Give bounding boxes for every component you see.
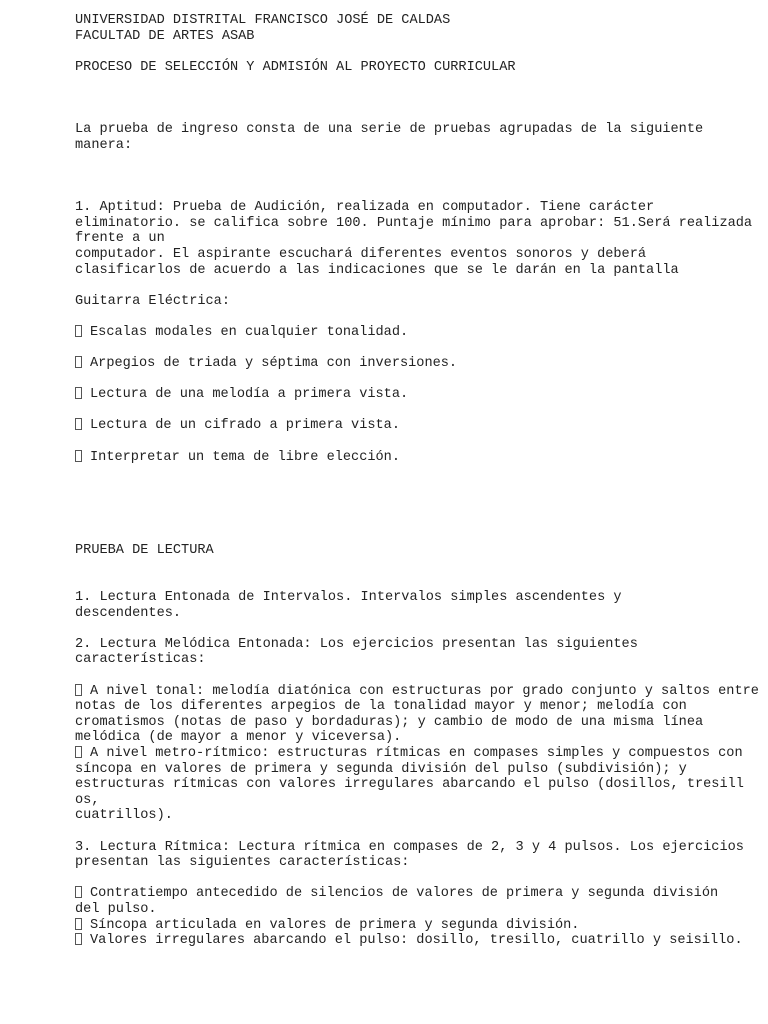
intro-line: manera:: [75, 137, 133, 153]
process-title: PROCESO DE SELECCIÓN Y ADMISIÓN AL PROYECTO CURRICULAR: [75, 59, 516, 75]
rhythmic-bullet-line: estructuras rítmicas con valores irregulares abarcando el pulso (dosillos, tresill: [75, 777, 744, 793]
reading-item-1: 1. Lectura Entonada de Intervalos. Intervalos simples ascendentes y: [75, 590, 622, 606]
bullet-box-icon: [75, 418, 82, 430]
faculty-name: FACULTAD DE ARTES ASAB: [75, 28, 255, 44]
rhythm-bullet: Contratiempo antecedido de silencios de valores de primera y segunda división: [75, 886, 755, 902]
bullet-box-icon: [75, 933, 82, 945]
rhythmic-bullet: A nivel metro-rítmico: estructuras rítmicas en compases simples y compuestos con: [75, 746, 755, 762]
tonal-bullet-line: cromatismos (notas de paso y bordaduras); y cambio de modo de una misma línea: [75, 714, 704, 730]
tonal-bullet-line: notas de los diferentes arpegios de la tonalidad mayor y menor; melodía con: [75, 699, 687, 715]
rhythmic-bullet-line: síncopa en valores de primera y segunda división del pulso (subdivisión); y: [75, 761, 687, 777]
bullet-box-icon: [75, 746, 82, 758]
guitar-item: Interpretar un tema de libre elección.: [75, 450, 755, 466]
rhythm-bullet: Valores irregulares abarcando el pulso: dosillo, tresillo, cuatrillo y seisillo.: [75, 933, 755, 949]
university-name: UNIVERSIDAD DISTRITAL FRANCISCO JOSÉ DE CALDAS: [75, 13, 451, 28]
rhythm-bullet: Síncopa articulada en valores de primera y segunda división.: [75, 918, 755, 934]
aptitude-line: eliminatorio. se califica sobre 100. Puntaje mínimo para aprobar: 51.Será realizada: [75, 215, 753, 231]
reading-item-2: características:: [75, 652, 206, 668]
guitar-item: Arpegios de triada y séptima con inversiones.: [75, 356, 755, 372]
reading-item-3: 3. Lectura Rítmica: Lectura rítmica en compases de 2, 3 y 4 pulsos. Los ejercicios: [75, 839, 744, 855]
guitar-title: Guitarra Eléctrica:: [75, 293, 230, 309]
bullet-box-icon: [75, 356, 82, 368]
aptitude-line: clasificarlos de acuerdo a las indicaciones que se le darán en la pantalla: [75, 262, 679, 278]
reading-item-3: presentan las siguientes características:: [75, 855, 410, 871]
aptitude-line: frente a un: [75, 231, 165, 247]
bullet-box-icon: [75, 387, 82, 399]
rhythmic-bullet-line: cuatrillos).: [75, 808, 173, 824]
bullet-box-icon: [75, 918, 82, 930]
bullet-box-icon: [75, 684, 82, 696]
rhythmic-bullet-line: os,: [75, 792, 100, 808]
aptitude-line: computador. El aspirante escuchará diferentes eventos sonoros y deberá: [75, 246, 647, 262]
document-page: [75, 13, 759, 949]
rhythm-bullet-line: del pulso.: [75, 901, 157, 917]
bullet-box-icon: [75, 450, 82, 462]
reading-item-2: 2. Lectura Melódica Entonada: Los ejercicios presentan las siguientes: [75, 636, 638, 652]
tonal-bullet: A nivel tonal: melodía diatónica con estructuras por grado conjunto y saltos entre: [75, 684, 755, 700]
guitar-item: Lectura de una melodía a primera vista.: [75, 387, 755, 403]
tonal-bullet-line: melódica (de mayor a menor y viceversa).: [75, 730, 402, 746]
guitar-item: Escalas modales en cualquier tonalidad.: [75, 325, 755, 341]
bullet-box-icon: [75, 886, 82, 898]
reading-title: PRUEBA DE LECTURA: [75, 543, 214, 559]
guitar-item: Lectura de un cifrado a primera vista.: [75, 418, 755, 434]
reading-item-1: descendentes.: [75, 605, 182, 621]
intro-line: La prueba de ingreso consta de una serie de pruebas agrupadas de la siguiente: [75, 122, 704, 138]
bullet-box-icon: [75, 325, 82, 337]
aptitude-line: 1. Aptitud: Prueba de Audición, realizada en computador. Tiene carácter: [75, 200, 655, 216]
